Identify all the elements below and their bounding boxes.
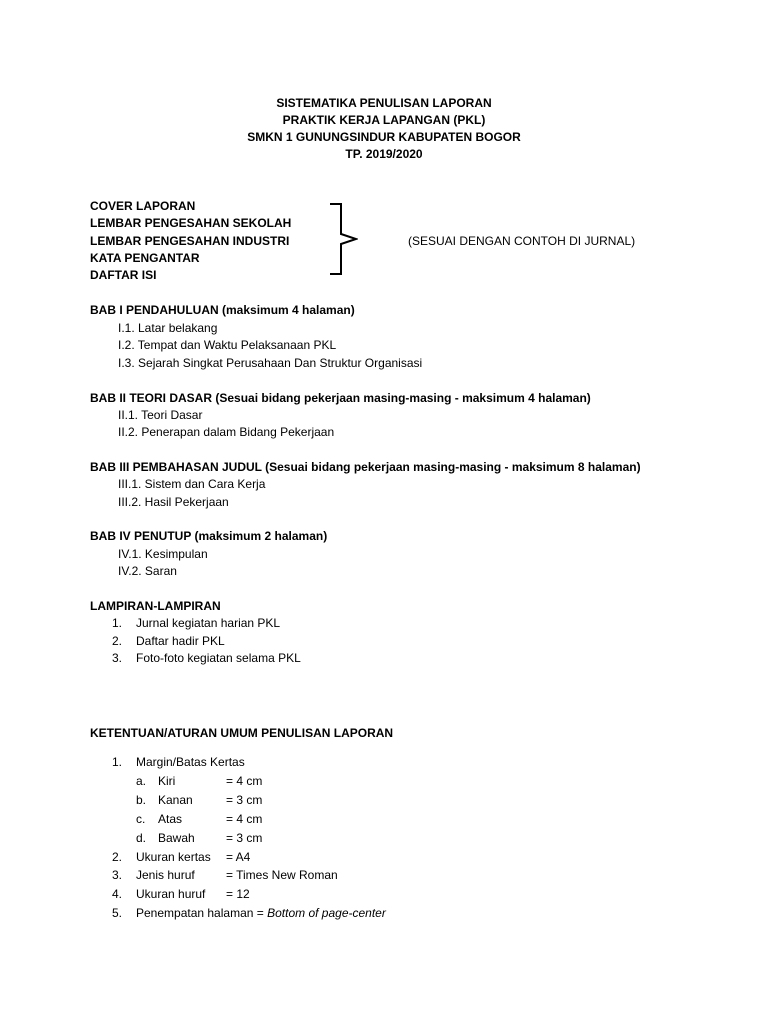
margin-label: Margin/Batas Kertas: [136, 755, 245, 769]
placement-label: Penempatan halaman: [136, 906, 254, 920]
front-matter-note: (SESUAI DENGAN CONTOH DI JURNAL): [408, 234, 636, 248]
list-number: 2.: [112, 634, 123, 648]
list-number: 4.: [112, 887, 123, 901]
sub-label: Bawah: [158, 831, 195, 845]
list-number: 2.: [112, 850, 123, 864]
chapter-subitem: I.3. Sejarah Singkat Perusahaan Dan Struktur Organisasi: [118, 356, 423, 370]
front-matter-item: KATA PENGANTAR: [90, 251, 200, 265]
sub-label: Kiri: [158, 774, 176, 788]
sub-letter: c.: [136, 812, 146, 826]
list-item: Foto-foto kegiatan selama PKL: [136, 651, 301, 665]
chapter-subitem: IV.1. Kesimpulan: [118, 547, 208, 561]
sub-letter: d.: [136, 831, 147, 845]
doc-title-line-2: PRAKTIK KERJA LAPANGAN (PKL): [282, 113, 486, 127]
chapter-heading: [90, 461, 641, 473]
front-matter-item: LEMBAR PENGESAHAN SEKOLAH: [90, 216, 292, 230]
chapter-detail: (maksimum 4 halaman): [218, 303, 355, 317]
chapter-subitem: III.1. Sistem dan Cara Kerja: [118, 477, 266, 491]
placement-equals: =: [253, 906, 268, 920]
sub-value: = 4 cm: [226, 774, 263, 788]
chapter-subitem: II.2. Penerapan dalam Bidang Pekerjaan: [118, 425, 335, 439]
sub-letter: a.: [136, 774, 147, 788]
sub-letter: b.: [136, 793, 147, 807]
chapter-detail: (maksimum 2 halaman): [191, 529, 328, 543]
chapter-title: BAB IV PENUTUP: [90, 529, 192, 543]
placement-value: Bottom of page-center: [267, 906, 386, 920]
doc-title-line-3: SMKN 1 GUNUNGSINDUR KABUPATEN BOGOR: [247, 130, 521, 144]
front-matter-item: DAFTAR ISI: [90, 268, 157, 282]
rule-value: = A4: [226, 850, 251, 864]
chapter-heading: [90, 530, 327, 542]
front-matter-item: COVER LAPORAN: [90, 199, 196, 213]
rule-label: Ukuran kertas: [136, 850, 211, 864]
placement-rule: [136, 907, 386, 919]
rule-label: Ukuran huruf: [136, 887, 206, 901]
chapter-subitem: I.2. Tempat dan Waktu Pelaksanaan PKL: [118, 338, 337, 352]
chapter-subitem: I.1. Latar belakang: [118, 321, 218, 335]
sub-value: = 4 cm: [226, 812, 263, 826]
sub-label: Atas: [158, 812, 183, 826]
chapter-heading: [90, 304, 355, 316]
chapter-heading: [90, 392, 591, 404]
rule-value: = Times New Roman: [226, 868, 338, 882]
chapter-subitem: IV.2. Saran: [118, 564, 177, 578]
sub-value: = 3 cm: [226, 831, 263, 845]
chapter-title: BAB III PEMBAHASAN JUDUL: [90, 460, 262, 474]
sub-value: = 3 cm: [226, 793, 263, 807]
chapter-detail: (Sesuai bidang pekerjaan masing-masing - maksimum 8 halaman): [261, 460, 641, 474]
list-item: Daftar hadir PKL: [136, 634, 225, 648]
rules-title: KETENTUAN/ATURAN UMUM PENULISAN LAPORAN: [90, 726, 394, 740]
list-number: 3.: [112, 651, 123, 665]
curly-brace-icon: [328, 203, 358, 275]
chapter-detail: (Sesuai bidang pekerjaan masing-masing - maksimum 4 halaman): [212, 391, 591, 405]
sub-label: Kanan: [158, 793, 193, 807]
doc-title-line-1: SISTEMATIKA PENULISAN LAPORAN: [276, 96, 492, 110]
rule-value: = 12: [226, 887, 250, 901]
chapter-title: BAB I PENDAHULUAN: [90, 303, 219, 317]
front-matter-item: LEMBAR PENGESAHAN INDUSTRI: [90, 234, 290, 248]
chapter-title: BAB II TEORI DASAR: [90, 391, 213, 405]
list-number: 5.: [112, 906, 123, 920]
lampiran-title: LAMPIRAN-LAMPIRAN: [90, 599, 221, 613]
list-number: 1.: [112, 755, 123, 769]
list-item: Jurnal kegiatan harian PKL: [136, 616, 281, 630]
list-number: 3.: [112, 868, 123, 882]
chapter-subitem: III.2. Hasil Pekerjaan: [118, 495, 229, 509]
rule-label: Jenis huruf: [136, 868, 195, 882]
doc-title-line-4: TP. 2019/2020: [345, 147, 423, 161]
list-number: 1.: [112, 616, 123, 630]
chapter-subitem: II.1. Teori Dasar: [118, 408, 203, 422]
